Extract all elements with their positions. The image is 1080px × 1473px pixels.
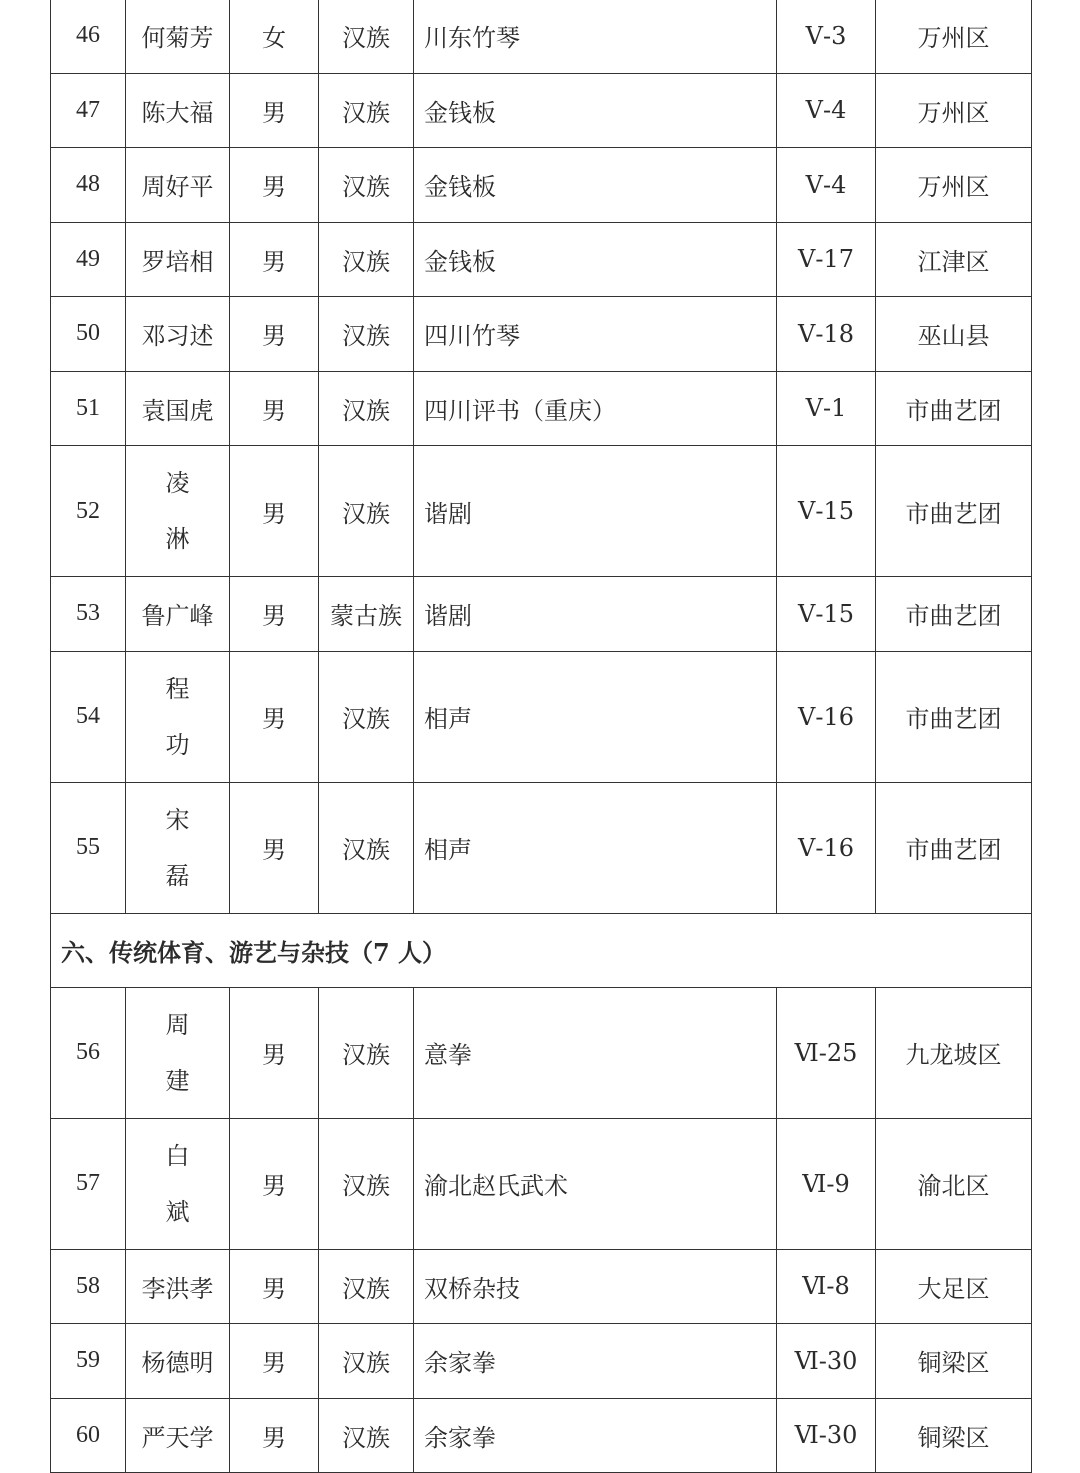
name-char: 功 bbox=[165, 730, 190, 759]
item-code: Ⅴ-15 bbox=[777, 446, 876, 577]
heritage-item: 金钱板 bbox=[414, 222, 777, 297]
declaring-unit: 九龙坡区 bbox=[876, 987, 1032, 1118]
row-number: 49 bbox=[51, 222, 126, 297]
ethnicity: 汉族 bbox=[319, 1398, 414, 1473]
inheritor-name: 罗培相 bbox=[126, 222, 230, 297]
group-six-rows bbox=[51, 987, 1032, 1473]
table-row bbox=[51, 446, 1032, 577]
ethnicity: 汉族 bbox=[319, 446, 414, 577]
row-number: 57 bbox=[51, 1118, 126, 1249]
row-number: 58 bbox=[51, 1249, 126, 1324]
table-row bbox=[51, 987, 1032, 1118]
name-char: 宋 bbox=[165, 805, 190, 834]
gender: 男 bbox=[230, 577, 319, 652]
item-code: Ⅴ-1 bbox=[777, 371, 876, 446]
section-heading-row bbox=[51, 913, 1032, 987]
inheritor-name: 周好平 bbox=[126, 148, 230, 223]
ethnicity: 汉族 bbox=[319, 297, 414, 372]
gender: 男 bbox=[230, 782, 319, 913]
table-row bbox=[51, 782, 1032, 913]
heritage-item: 相声 bbox=[414, 651, 777, 782]
heritage-item: 余家拳 bbox=[414, 1398, 777, 1473]
row-number: 59 bbox=[51, 1324, 126, 1399]
item-code: Ⅴ-18 bbox=[777, 297, 876, 372]
inheritor-name bbox=[126, 651, 230, 782]
table-row bbox=[51, 0, 1032, 73]
table-row bbox=[51, 148, 1032, 223]
inheritor-name: 严天学 bbox=[126, 1398, 230, 1473]
declaring-unit: 巫山县 bbox=[876, 297, 1032, 372]
gender: 男 bbox=[230, 1324, 319, 1399]
gender: 男 bbox=[230, 446, 319, 577]
ethnicity: 汉族 bbox=[319, 0, 414, 73]
item-code: Ⅴ-16 bbox=[777, 651, 876, 782]
declaring-unit: 市曲艺团 bbox=[876, 651, 1032, 782]
table-row bbox=[51, 1249, 1032, 1324]
heritage-item: 四川评书（重庆） bbox=[414, 371, 777, 446]
item-code: Ⅴ-4 bbox=[777, 148, 876, 223]
heritage-item: 谐剧 bbox=[414, 577, 777, 652]
declaring-unit: 万州区 bbox=[876, 148, 1032, 223]
table-row bbox=[51, 577, 1032, 652]
name-char: 淋 bbox=[165, 525, 190, 553]
declaring-unit: 万州区 bbox=[876, 0, 1032, 73]
row-number: 56 bbox=[51, 987, 126, 1118]
name-char: 磊 bbox=[165, 861, 190, 890]
inheritor-name: 何菊芳 bbox=[126, 0, 230, 73]
ethnicity: 汉族 bbox=[319, 1324, 414, 1399]
table-row bbox=[51, 651, 1032, 782]
name-char: 白 bbox=[165, 1141, 190, 1170]
gender: 男 bbox=[230, 297, 319, 372]
declaring-unit: 江津区 bbox=[876, 222, 1032, 297]
inheritor-name: 杨德明 bbox=[126, 1324, 230, 1399]
name-char: 建 bbox=[165, 1066, 190, 1095]
ethnicity: 汉族 bbox=[319, 987, 414, 1118]
table-row bbox=[51, 222, 1032, 297]
name-char: 斌 bbox=[165, 1197, 190, 1226]
heritage-item: 双桥杂技 bbox=[414, 1249, 777, 1324]
ethnicity: 蒙古族 bbox=[319, 577, 414, 652]
inheritor-name bbox=[126, 782, 230, 913]
declaring-unit: 市曲艺团 bbox=[876, 782, 1032, 913]
gender: 男 bbox=[230, 222, 319, 297]
item-code: Ⅴ-17 bbox=[777, 222, 876, 297]
heritage-item: 谐剧 bbox=[414, 446, 777, 577]
name-char: 凌 bbox=[165, 469, 190, 497]
gender: 男 bbox=[230, 148, 319, 223]
row-number: 54 bbox=[51, 651, 126, 782]
inheritor-name: 邓习述 bbox=[126, 297, 230, 372]
inheritor-name bbox=[126, 987, 230, 1118]
inheritor-name: 李洪孝 bbox=[126, 1249, 230, 1324]
gender: 男 bbox=[230, 1118, 319, 1249]
row-number: 47 bbox=[51, 73, 126, 148]
section-six-title: 六、传统体育、游艺与杂技（7 人） bbox=[51, 913, 1032, 987]
ethnicity: 汉族 bbox=[319, 782, 414, 913]
item-code: Ⅴ-3 bbox=[777, 0, 876, 73]
inheritor-name bbox=[126, 1118, 230, 1249]
heritage-item: 四川竹琴 bbox=[414, 297, 777, 372]
ethnicity: 汉族 bbox=[319, 1249, 414, 1324]
heritage-item: 川东竹琴 bbox=[414, 0, 777, 73]
heritage-item: 相声 bbox=[414, 782, 777, 913]
ethnicity: 汉族 bbox=[319, 222, 414, 297]
declaring-unit: 铜梁区 bbox=[876, 1398, 1032, 1473]
ethnicity: 汉族 bbox=[319, 371, 414, 446]
row-number: 52 bbox=[51, 446, 126, 577]
declaring-unit: 市曲艺团 bbox=[876, 446, 1032, 577]
table-row bbox=[51, 371, 1032, 446]
table-row bbox=[51, 73, 1032, 148]
item-code: Ⅴ-16 bbox=[777, 782, 876, 913]
item-code: Ⅵ-30 bbox=[777, 1398, 876, 1473]
gender: 男 bbox=[230, 73, 319, 148]
row-number: 60 bbox=[51, 1398, 126, 1473]
table-row bbox=[51, 1324, 1032, 1399]
heritage-item: 余家拳 bbox=[414, 1324, 777, 1399]
heritage-item: 渝北赵氏武术 bbox=[414, 1118, 777, 1249]
gender: 女 bbox=[230, 0, 319, 73]
item-code: Ⅵ-9 bbox=[777, 1118, 876, 1249]
ethnicity: 汉族 bbox=[319, 651, 414, 782]
heritage-item: 金钱板 bbox=[414, 148, 777, 223]
row-number: 50 bbox=[51, 297, 126, 372]
inheritor-name: 袁国虎 bbox=[126, 371, 230, 446]
group-five-rows bbox=[51, 0, 1032, 913]
table-row bbox=[51, 297, 1032, 372]
row-number: 46 bbox=[51, 0, 126, 73]
name-char: 程 bbox=[165, 674, 190, 703]
row-number: 48 bbox=[51, 148, 126, 223]
item-code: Ⅴ-4 bbox=[777, 73, 876, 148]
row-number: 55 bbox=[51, 782, 126, 913]
ethnicity: 汉族 bbox=[319, 1118, 414, 1249]
declaring-unit: 渝北区 bbox=[876, 1118, 1032, 1249]
gender: 男 bbox=[230, 1398, 319, 1473]
item-code: Ⅵ-25 bbox=[777, 987, 876, 1118]
item-code: Ⅵ-8 bbox=[777, 1249, 876, 1324]
ethnicity: 汉族 bbox=[319, 148, 414, 223]
declaring-unit: 市曲艺团 bbox=[876, 577, 1032, 652]
inheritor-name: 陈大福 bbox=[126, 73, 230, 148]
table-row bbox=[51, 1398, 1032, 1473]
row-number: 51 bbox=[51, 371, 126, 446]
inheritor-name: 鲁广峰 bbox=[126, 577, 230, 652]
gender: 男 bbox=[230, 371, 319, 446]
heritage-item: 金钱板 bbox=[414, 73, 777, 148]
gender: 男 bbox=[230, 987, 319, 1118]
inheritor-name bbox=[126, 446, 230, 577]
item-code: Ⅵ-30 bbox=[777, 1324, 876, 1399]
row-number: 53 bbox=[51, 577, 126, 652]
declaring-unit: 万州区 bbox=[876, 73, 1032, 148]
inheritors-table bbox=[50, 0, 1032, 1473]
table-row bbox=[51, 1118, 1032, 1249]
section-six bbox=[51, 913, 1032, 987]
gender: 男 bbox=[230, 1249, 319, 1324]
declaring-unit: 市曲艺团 bbox=[876, 371, 1032, 446]
declaring-unit: 铜梁区 bbox=[876, 1324, 1032, 1399]
heritage-item: 意拳 bbox=[414, 987, 777, 1118]
gender: 男 bbox=[230, 651, 319, 782]
item-code: Ⅴ-15 bbox=[777, 577, 876, 652]
declaring-unit: 大足区 bbox=[876, 1249, 1032, 1324]
ethnicity: 汉族 bbox=[319, 73, 414, 148]
name-char: 周 bbox=[165, 1010, 190, 1039]
